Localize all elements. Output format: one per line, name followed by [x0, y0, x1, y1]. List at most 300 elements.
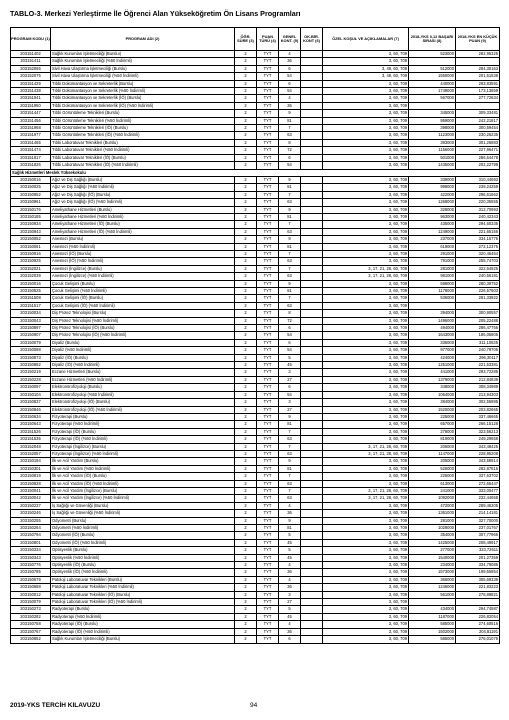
table-row	[11, 606, 500, 613]
table-row	[11, 569, 500, 576]
cell-score-type: TYT	[257, 250, 279, 257]
cell-score-type: TYT	[257, 317, 279, 324]
cell-program-code: 203151508	[11, 295, 51, 302]
cell-min-score: 266,15128	[456, 421, 500, 428]
cell-school-first-quota	[301, 362, 323, 369]
cell-score-type: TYT	[257, 473, 279, 480]
cell-general-quota: 27	[279, 599, 301, 606]
cell-score-type: TYT	[257, 325, 279, 332]
table-row	[11, 613, 500, 620]
cell-success-rank: 998000	[409, 184, 456, 191]
cell-success-rank: 1178000	[409, 288, 456, 295]
cell-general-quota: 81	[279, 465, 301, 472]
table-row	[11, 132, 500, 139]
cell-program-name: Elektronörofizyoloji (Burslu)	[51, 384, 235, 391]
cell-program-name: Odyometri (Burslu)	[51, 517, 235, 524]
table-row	[11, 554, 500, 561]
cell-duration: 2	[235, 58, 257, 65]
cell-conditions: 3, 60, 709	[323, 421, 409, 428]
cell-score-type: TYT	[257, 428, 279, 435]
cell-score-type: TYT	[257, 288, 279, 295]
cell-duration: 2	[235, 332, 257, 339]
cell-score-type: TYT	[257, 51, 279, 58]
cell-general-quota: 6	[279, 636, 301, 643]
cell-min-score: 240,56181	[456, 273, 500, 280]
cell-success-rank: 567000	[409, 95, 456, 102]
cell-program-name: Tıbbi Laboratuvar Teknikleri (%50 İndirimli)	[51, 147, 235, 154]
cell-general-quota: 7	[279, 473, 301, 480]
cell-score-type: TYT	[257, 280, 279, 287]
cell-school-first-quota	[301, 280, 323, 287]
cell-program-name: Ağız ve Diş Sağlığı (İÖ) (Burslu)	[51, 191, 235, 198]
cell-success-rank: 281000	[409, 265, 456, 272]
cell-school-first-quota	[301, 147, 323, 154]
cell-school-first-quota	[301, 539, 323, 546]
cell-min-score: 293,72285	[456, 369, 500, 376]
footer-guide-title: 2019-YKS TERCİH KILAVUZU	[10, 702, 101, 709]
cell-score-type: TYT	[257, 554, 279, 561]
cell-min-score: 221,83223	[456, 584, 500, 591]
cell-program-name: Optisyenlik (%50 İndirimli)	[51, 554, 235, 561]
cell-min-score	[456, 102, 500, 109]
cell-min-score: 281,33922	[456, 295, 500, 302]
cell-success-rank: 1496000	[409, 317, 456, 324]
cell-school-first-quota	[301, 250, 323, 257]
cell-min-score: 221,53381	[456, 362, 500, 369]
cell-success-rank: 1520000	[409, 406, 456, 413]
cell-program-code: 203152048	[11, 443, 51, 450]
cell-success-rank: 278000	[409, 428, 456, 435]
cell-general-quota: 4	[279, 576, 301, 583]
cell-general-quota: 45	[279, 539, 301, 546]
cell-success-rank: 512000	[409, 65, 456, 72]
cell-program-name: İlk ve Acil Yardım (İÖ) (Burslu)	[51, 473, 235, 480]
cell-program-code: 203150052	[11, 236, 51, 243]
cell-duration: 2	[235, 576, 257, 583]
cell-general-quota: 4	[279, 95, 301, 102]
cell-program-code: 203151968	[11, 125, 51, 132]
cell-score-type: TYT	[257, 228, 279, 235]
table-row	[11, 125, 500, 132]
cell-program-name: Fizyoterapi (İÖ) (%50 İndirimli)	[51, 436, 235, 443]
cell-conditions: 3, 60, 709	[323, 288, 409, 295]
cell-duration: 2	[235, 621, 257, 628]
cell-general-quota: 36	[279, 628, 301, 635]
table-row	[11, 584, 500, 591]
cell-min-score: 308,34989	[456, 384, 500, 391]
cell-conditions: 3, 60, 709	[323, 525, 409, 532]
cell-general-quota: 6	[279, 325, 301, 332]
cell-conditions: 3, 60, 709	[323, 510, 409, 517]
cell-program-name: İlk ve Acil Yardım (İÖ) (%50 İndirimli)	[51, 480, 235, 487]
cell-duration: 2	[235, 213, 257, 220]
cell-min-score: 286,47756	[456, 325, 500, 332]
cell-program-name: Radyoterapi (İÖ) (Burslu)	[51, 621, 235, 628]
cell-success-rank: 339000	[409, 176, 456, 183]
cell-program-code: 203151402	[11, 51, 51, 58]
cell-conditions: 3, 60, 709	[323, 332, 409, 339]
table-row	[11, 147, 500, 154]
cell-general-quota: 7	[279, 265, 301, 272]
cell-general-quota: 36	[279, 569, 301, 576]
cell-program-code: 203151429	[11, 80, 51, 87]
cell-general-quota: 54	[279, 88, 301, 95]
cell-min-score: 208,49917	[456, 539, 500, 546]
cell-conditions: 3, 60, 709	[323, 236, 409, 243]
cell-score-type: TYT	[257, 443, 279, 450]
cell-score-type: TYT	[257, 502, 279, 509]
cell-conditions: 3, 60, 709	[323, 162, 409, 169]
cell-school-first-quota	[301, 510, 323, 517]
table-row	[11, 495, 500, 502]
cell-score-type: TYT	[257, 95, 279, 102]
cell-school-first-quota	[301, 162, 323, 169]
cell-general-quota: 36	[279, 58, 301, 65]
cell-school-first-quota	[301, 236, 323, 243]
cell-program-code: 203152057	[11, 450, 51, 457]
cell-conditions: 3, 60, 709	[323, 428, 409, 435]
cell-general-quota: 9	[279, 236, 301, 243]
cell-duration: 2	[235, 258, 257, 265]
cell-min-score: 202,22799	[456, 162, 500, 169]
cell-success-rank: 981000	[409, 273, 456, 280]
table-row	[11, 88, 500, 95]
cell-school-first-quota	[301, 443, 323, 450]
cell-duration: 2	[235, 547, 257, 554]
cell-program-code: 203150916	[11, 250, 51, 257]
cell-min-score: 282,95325	[456, 51, 500, 58]
cell-conditions: 3, 60, 709	[323, 184, 409, 191]
cell-success-rank: 241000	[409, 487, 456, 494]
cell-success-rank: 1249000	[409, 228, 456, 235]
cell-general-quota: 63	[279, 273, 301, 280]
cell-duration: 2	[235, 191, 257, 198]
cell-duration: 2	[235, 117, 257, 124]
cell-program-name: Anestezi (İÖ) (%50 İndirimli)	[51, 258, 235, 265]
table-row	[11, 154, 500, 161]
cell-score-type: TYT	[257, 576, 279, 583]
cell-min-score: 214,14181	[456, 510, 500, 517]
cell-duration: 2	[235, 613, 257, 620]
cell-program-name: Optisyenlik (İÖ) (%50 İndirimli)	[51, 569, 235, 576]
table-row	[11, 206, 500, 213]
cell-general-quota: 3	[279, 369, 301, 376]
cell-program-name: Tıbbi Dokümantasyon ve Sekreterlik (Burslu)	[51, 80, 235, 87]
cell-duration: 2	[235, 147, 257, 154]
cell-conditions: 3, 17, 21, 28, 60, 709	[323, 273, 409, 280]
cell-program-code: 203150525	[11, 288, 51, 295]
table-row	[11, 265, 500, 272]
cell-conditions: 3, 60, 709	[323, 591, 409, 598]
cell-success-rank: 281000	[409, 517, 456, 524]
table-row	[11, 236, 500, 243]
cell-general-quota: 8	[279, 139, 301, 146]
cell-program-code: 203150882	[11, 362, 51, 369]
cell-conditions: 3, 60, 709	[323, 95, 409, 102]
cell-score-type: TYT	[257, 339, 279, 346]
table-row	[11, 139, 500, 146]
cell-duration: 2	[235, 369, 257, 376]
table-row	[11, 576, 500, 583]
cell-program-name: Diyaliz (Burslu)	[51, 339, 235, 346]
cell-conditions: 3, 60, 709	[323, 302, 409, 309]
cell-general-quota: 81	[279, 213, 301, 220]
cell-conditions: 3, 60, 709	[323, 613, 409, 620]
cell-success-rank: 1147000	[409, 450, 456, 457]
cell-school-first-quota	[301, 502, 323, 509]
cell-score-type: TYT	[257, 421, 279, 428]
table-row	[11, 473, 500, 480]
cell-general-quota: 54	[279, 332, 301, 339]
cell-conditions: 3, 60, 709	[323, 347, 409, 354]
cell-success-rank: 434000	[409, 606, 456, 613]
cell-conditions: 3, 60, 709	[323, 80, 409, 87]
cell-score-type: TYT	[257, 154, 279, 161]
table-row	[11, 525, 500, 532]
cell-success-rank: 536000	[409, 295, 456, 302]
cell-program-name: Tıbbi Laboratuvar Teknikleri (Burslu)	[51, 139, 235, 146]
cell-general-quota: 54	[279, 391, 301, 398]
cell-program-name: İlk ve Acil Yardım (İngilizce) (%50 İndirimli)	[51, 495, 235, 502]
cell-duration: 2	[235, 517, 257, 524]
cell-program-name: Diş Protez Teknolojisi (İÖ) (Burslu)	[51, 325, 235, 332]
cell-school-first-quota	[301, 473, 323, 480]
cell-duration: 2	[235, 502, 257, 509]
cell-program-code: 203150943	[11, 228, 51, 235]
cell-duration: 2	[235, 265, 257, 272]
table-row	[11, 288, 500, 295]
cell-program-name: Tıbbi Laboratuvar Teknikleri (İÖ) (Burslu)	[51, 154, 235, 161]
cell-program-code: 203150873	[11, 354, 51, 361]
cell-conditions: 3, 60, 709	[323, 391, 409, 398]
cell-program-name: Tıbbi Dokümantasyon ve Sekreterlik (İÖ) (Burslu)	[51, 95, 235, 102]
cell-conditions: 3, 60, 709	[323, 584, 409, 591]
cell-score-type: TYT	[257, 221, 279, 228]
cell-min-score: 311,10635	[456, 339, 500, 346]
cell-duration: 2	[235, 65, 257, 72]
cell-conditions: 3, 60, 709	[323, 139, 409, 146]
table-row	[11, 539, 500, 546]
cell-program-code: 203150061	[11, 243, 51, 250]
cell-conditions: 3, 60, 709	[323, 576, 409, 583]
cell-success-rank: 393000	[409, 139, 456, 146]
table-row	[11, 325, 500, 332]
col-header-program-name: PROGRAM ADI (2)	[51, 28, 235, 51]
cell-min-score: 296,30117	[456, 354, 500, 361]
table-row	[11, 58, 500, 65]
cell-program-code: 203150228	[11, 376, 51, 383]
cell-program-name: Diş Protez Teknolojisi (Burslu)	[51, 310, 235, 317]
cell-min-score: 322,64925	[456, 265, 500, 272]
table-row	[11, 295, 500, 302]
cell-program-code: 203150034	[11, 310, 51, 317]
cell-general-quota: 45	[279, 362, 301, 369]
table-row	[11, 162, 500, 169]
cell-program-name: Tıbbi Dokümantasyon ve Sekreterlik (%50 İndirimli)	[51, 88, 235, 95]
cell-program-code: 203151465	[11, 139, 51, 146]
cell-program-code: 203150925	[11, 258, 51, 265]
cell-program-name: Odyometri (İÖ) (%50 İndirimli)	[51, 539, 235, 546]
cell-success-rank: 585000	[409, 621, 456, 628]
cell-program-name: Anestezi (İÖ) (Burslu)	[51, 250, 235, 257]
cell-duration: 2	[235, 295, 257, 302]
cell-program-name: Sivil Hava Ulaştırma İşletmeciliği (Burslu)	[51, 65, 235, 72]
cell-score-type: TYT	[257, 487, 279, 494]
cell-min-score: 274,60516	[456, 621, 500, 628]
cell-min-score: 212,84839	[456, 376, 500, 383]
cell-duration: 2	[235, 199, 257, 206]
cell-duration: 2	[235, 206, 257, 213]
cell-success-rank: 1028000	[409, 525, 456, 532]
cell-school-first-quota	[301, 628, 323, 635]
cell-program-name: Odyometri (%50 İndirimli)	[51, 525, 235, 532]
cell-program-code: 203150079	[11, 339, 51, 346]
cell-success-rank: 1092000	[409, 495, 456, 502]
cell-general-quota: 63	[279, 258, 301, 265]
cell-score-type: TYT	[257, 606, 279, 613]
cell-general-quota: 81	[279, 525, 301, 532]
cell-duration: 2	[235, 480, 257, 487]
cell-program-code: 203151826	[11, 162, 51, 169]
cell-duration: 2	[235, 562, 257, 569]
cell-program-name: Tıbbi Görüntüleme Teknikleri (İÖ) (Burslu)	[51, 125, 235, 132]
cell-success-rank: 345000	[409, 110, 456, 117]
cell-conditions: 3, 60, 709	[323, 339, 409, 346]
cell-program-name: Diyaliz (İÖ) (%50 İndirimli)	[51, 362, 235, 369]
cell-success-rank: 1064000	[409, 391, 456, 398]
table-row	[11, 599, 500, 606]
cell-conditions: 3, 60, 709	[323, 480, 409, 487]
cell-success-rank: 657000	[409, 421, 456, 428]
cell-success-rank: 494000	[409, 325, 456, 332]
cell-program-code: 203151447	[11, 110, 51, 117]
cell-duration: 2	[235, 458, 257, 465]
cell-program-code: 203150907	[11, 332, 51, 339]
cell-score-type: TYT	[257, 310, 279, 317]
cell-score-type: TYT	[257, 399, 279, 406]
cell-school-first-quota	[301, 65, 323, 72]
cell-conditions: 3, 60, 709	[323, 532, 409, 539]
cell-school-first-quota	[301, 584, 323, 591]
cell-score-type: TYT	[257, 199, 279, 206]
cell-duration: 2	[235, 139, 257, 146]
cell-min-score: 227,96471	[456, 147, 500, 154]
cell-general-quota: 8	[279, 310, 301, 317]
cell-duration: 2	[235, 376, 257, 383]
col-header-min-score: 2018-YKS EN KÜÇÜK PUAN (9)	[456, 28, 500, 51]
cell-program-code: 203150828	[11, 480, 51, 487]
cell-score-type: TYT	[257, 110, 279, 117]
cell-success-rank: 205000	[409, 458, 456, 465]
cell-general-quota: 6	[279, 154, 301, 161]
cell-program-code: 203150897	[11, 325, 51, 332]
cell-score-type: TYT	[257, 184, 279, 191]
cell-school-first-quota	[301, 317, 323, 324]
cell-conditions: 3, 60, 709	[323, 502, 409, 509]
cell-min-score: 232,44658	[456, 495, 500, 502]
cell-school-first-quota	[301, 354, 323, 361]
cell-school-first-quota	[301, 302, 323, 309]
cell-conditions: 3, 60, 709	[323, 517, 409, 524]
cell-duration: 2	[235, 525, 257, 532]
table-row	[11, 354, 500, 361]
cell-score-type: TYT	[257, 258, 279, 265]
cell-success-rank: 354000	[409, 532, 456, 539]
cell-score-type: TYT	[257, 243, 279, 250]
cell-program-code: 203150016	[11, 280, 51, 287]
table-row	[11, 347, 500, 354]
cell-general-quota: 9	[279, 413, 301, 420]
cell-general-quota: 9	[279, 517, 301, 524]
cell-program-code: 203150043	[11, 317, 51, 324]
cell-general-quota: 6	[279, 339, 301, 346]
cell-score-type: TYT	[257, 125, 279, 132]
cell-program-code: 203152021	[11, 265, 51, 272]
cell-program-code: 203150934	[11, 221, 51, 228]
cell-program-code: 203150819	[11, 473, 51, 480]
cell-school-first-quota	[301, 525, 323, 532]
cell-general-quota: 3	[279, 591, 301, 598]
cell-conditions: 3, 60, 709	[323, 369, 409, 376]
cell-general-quota: 72	[279, 147, 301, 154]
cell-min-score	[456, 58, 500, 65]
cell-score-type: TYT	[257, 621, 279, 628]
cell-program-name: Diş Protez Teknolojisi (%50 İndirimli)	[51, 317, 235, 324]
cell-program-code: 203151817	[11, 154, 51, 161]
cell-conditions: 3, 60, 709	[323, 539, 409, 546]
cell-duration: 2	[235, 354, 257, 361]
cell-program-name: Fizyoterapi (İÖ) (Burslu)	[51, 428, 235, 435]
cell-min-score: 226,57503	[456, 288, 500, 295]
table-row	[11, 184, 500, 191]
cell-score-type: TYT	[257, 465, 279, 472]
cell-score-type: TYT	[257, 65, 279, 72]
table-row	[11, 436, 500, 443]
cell-program-code: 203151474	[11, 147, 51, 154]
cell-program-name: Patoloji Laboratuvar Teknikleri (İÖ) (Burslu)	[51, 591, 235, 598]
cell-program-name: Diş Protez Teknolojisi (İÖ) (%50 İndirimli)	[51, 332, 235, 339]
cell-min-score: 228,95208	[456, 450, 500, 457]
cell-general-quota: 45	[279, 554, 301, 561]
cell-score-type: TYT	[257, 495, 279, 502]
cell-min-score: 294,74587	[456, 606, 500, 613]
cell-duration: 2	[235, 176, 257, 183]
cell-conditions: 3, 17, 21, 28, 60, 709	[323, 487, 409, 494]
cell-score-type: TYT	[257, 347, 279, 354]
cell-school-first-quota	[301, 591, 323, 598]
table-row	[11, 213, 500, 220]
cell-program-name: Tıbbi Görüntüleme Teknikleri (%50 İndirimli)	[51, 117, 235, 124]
cell-conditions: 3, 17, 21, 28, 60, 709	[323, 265, 409, 272]
table-row	[11, 221, 500, 228]
cell-school-first-quota	[301, 243, 323, 250]
cell-min-score: 312,70993	[456, 206, 500, 213]
cell-general-quota: 4	[279, 51, 301, 58]
cell-program-code: 203150282	[11, 613, 51, 620]
table-row	[11, 199, 500, 206]
cell-school-first-quota	[301, 154, 323, 161]
cell-success-rank: 1435000	[409, 162, 456, 169]
cell-conditions: 3, 49, 60, 709	[323, 73, 409, 80]
cell-program-name: Eczane Hizmetleri (%50 İndirimli)	[51, 376, 235, 383]
cell-min-score: 282,87816	[456, 465, 500, 472]
cell-program-code: 203150185	[11, 213, 51, 220]
cell-general-quota: 6	[279, 80, 301, 87]
cell-general-quota: 63	[279, 302, 301, 309]
cell-program-name: Çocuk Gelişimi (İÖ) (%50 İndirimli)	[51, 302, 235, 309]
cell-score-type: TYT	[257, 547, 279, 554]
cell-school-first-quota	[301, 258, 323, 265]
